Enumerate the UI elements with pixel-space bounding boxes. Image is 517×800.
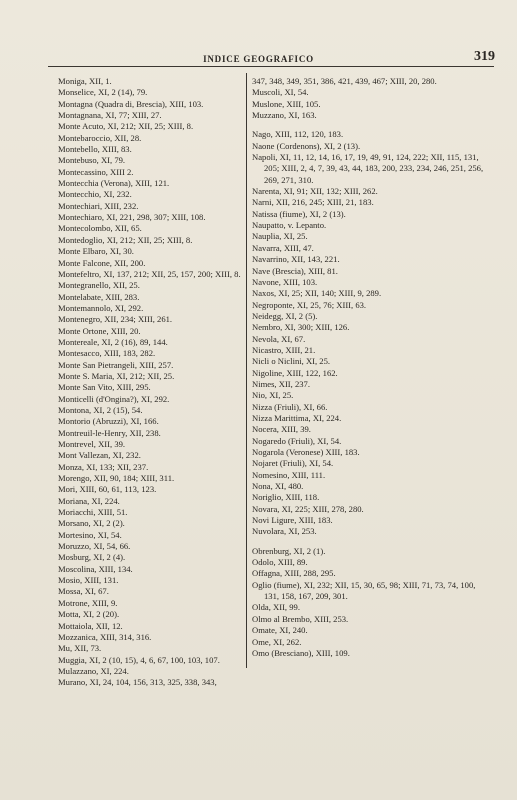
index-entry: Montegranello, XII, 25. [58,280,140,291]
index-entry: Montenegro, XII, 234; XIII, 261. [58,314,173,325]
index-entry: Navarra, XIII, 47. [252,242,314,253]
index-entry: Naone (Cordenons), XI, 2 (13). [252,140,361,151]
index-entry: Montecchio, XI, 232. [58,189,132,200]
index-entry: Mosio, XIII, 131. [58,575,119,586]
index-entry: Mozzanica, XIII, 314, 316. [58,631,152,642]
index-entry: Nuvolara, XI, 253. [252,526,317,537]
index-entry: Naxos, XI, 25; XII, 140; XIII, 9, 289. [252,288,382,299]
index-entry: Murano, XI, 24, 104, 156, 313, 325, 338, 343, [58,677,217,688]
index-entry: Olda, XII, 99. [252,602,300,613]
index-entry: Mossa, XI, 67. [58,586,109,597]
index-entry: Montecolombo, XII, 65. [58,223,142,234]
left-index-column [58,76,242,689]
index-entry: Moscolina, XIII, 134. [58,563,133,574]
index-entry: Nigoline, XIII, 122, 162. [252,367,338,378]
index-entry: Montedoglio, XI, 212; XII, 25; XIII, 8. [58,234,193,245]
index-entry: Oglio (fiume), XI, 232; XII, 15, 30, 65, 98; XIII, 71, 73, 74, 100, 131, 158, 167, 209, 301. [252,579,476,602]
index-entry: Motrone, XIII, 9. [58,597,118,608]
index-entry: Negroponte, XI, 25, 76; XIII, 63. [252,299,367,310]
index-entry: Naupatto, v. Lepanto. [252,220,327,231]
index-entry: Mu, XII, 73. [58,643,102,654]
index-entry: Nogaredo (Friuli), XI, 54. [252,435,342,446]
index-entry: Montagna (Quadra di, Brescia), XIII, 103. [58,98,204,109]
index-entry: Nio, XI, 25. [252,390,294,401]
index-entry: Napoli, XI, 11, 12, 14, 16, 17, 19, 49, 91, 124, 222; XII, 115, 131, 205; XIII, 2, 4, 7, 39, 43, 44, 183, 200, 233, 234, 246, 251, 256, 269, 271, 310. [252,152,484,185]
index-entry: Montorio (Abruzzi), XI, 166. [58,416,159,427]
index-entry: Ome, XI, 262. [252,636,302,647]
index-entry: Nicli o Niclini, XI, 25. [252,356,331,367]
index-entry: Monticelli (d'Ongina?), XI, 292. [58,393,170,404]
index-entry: Mont Vallezan, XI, 232. [58,450,141,461]
index-entry: Moruzzo, XI, 54, 66. [58,541,131,552]
index-entry: Nicastro, XIII, 21. [252,344,316,355]
index-entry: Montebaroccio, XII, 28. [58,132,142,143]
index-entry: Omate, XI, 240. [252,625,308,636]
index-entry: Montreuil-le-Henry, XII, 238. [58,427,161,438]
index-entry: Noriglio, XIII, 118. [252,492,320,503]
index-entry: Muslone, XIII, 105. [252,98,321,109]
index-entry: Moriacchi, XIII, 51. [58,507,128,518]
index-entry: Nogarola (Veronese) XIII, 183. [252,447,360,457]
index-entry: Monte Ortone, XIII, 20. [58,325,141,336]
index-entry: Nauplia, XI, 25. [252,231,308,242]
index-entry: Odolo, XIII, 89. [252,557,308,568]
column-divider [246,73,247,668]
index-entry: Moriana, XI, 224. [58,495,120,506]
index-entry: Neidegg, XI, 2 (5). [252,310,318,321]
index-entry: Montechiaro, XI, 221, 298, 307; XIII, 108. [58,212,206,223]
index-entry: Novi Ligure, XIII, 183. [252,515,333,526]
index-entry: Nimes, XII, 237. [252,378,310,389]
index-entry: Nave (Brescia), XIII, 81. [252,265,338,276]
index-entry: Obrenburg, XI, 2 (1). [252,545,326,556]
index-entry: Mori, XIII, 60, 61, 113, 123. [58,484,157,495]
index-entry: Omo (Bresciano), XIII, 109. [252,647,350,658]
index-entry: Morsano, XI, 2 (2). [58,518,125,529]
index-entry: Montechiari, XIII, 232. [58,200,139,211]
index-entry: Montebello, XIII, 83. [58,144,132,155]
index-entry: Nona, XI, 480. [252,481,304,492]
header-rule [48,66,494,67]
index-entry: Montecassino, XIII 2. [58,166,134,177]
index-entry: Offagna, XIII, 288, 295. [252,568,336,579]
page-number: 319 [474,49,495,64]
index-entry: Montagnana, XI, 77; XIII, 27. [58,110,162,121]
index-entry: Nembro, XI, 300; XIII, 126. [252,322,350,333]
index-entry: Mottaiola, XII, 12. [58,620,123,631]
right-section-o [252,546,492,659]
index-entry: Muzzano, XI, 163. [252,110,317,121]
index-entry: Montecchia (Verona), XIII, 121. [58,178,170,189]
index-entry: Muscoli, XI, 54. [252,87,309,98]
index-entry: Nojaret (Friuli), XI, 54. [252,458,334,469]
right-section-n [252,129,492,537]
index-entry: Nocera, XIII, 39. [252,424,311,435]
index-entry: Nevola, XI, 67. [252,333,306,344]
section-gap [252,121,492,129]
index-entry: Montesacco, XIII, 183, 282. [58,348,156,359]
index-entry: Montrevel, XII, 39. [58,439,126,449]
index-entry: Muggia, XI, 2 (10, 15), 4, 6, 67, 100, 103, 107. [58,654,220,665]
index-entry: Monte San Pietrangeli, XIII, 257. [58,359,174,370]
index-entry: Monte Falcone, XII, 200. [58,257,146,268]
index-entry: Morengo, XII, 90, 184; XIII, 311. [58,473,175,484]
section-gap [252,538,492,546]
index-entry: 347, 348, 349, 351, 386, 421, 439, 467; XIII, 20, 280. [252,76,437,86]
index-entry: Montelabate, XIII, 283. [58,291,140,302]
index-entry: Navone, XIII, 103. [252,276,318,287]
index-entry: Monte San Vito, XIII, 295. [58,382,151,393]
index-entry: Olmo al Brembo, XIII, 253. [252,613,349,624]
index-entry: Montefeltro, XI, 137, 212; XII, 25, 157, 200; XIII, 8. [58,268,241,279]
index-entry: Moniga, XII, 1. [58,76,112,86]
index-entry: Natissa (fiume), XI, 2 (13). [252,208,346,219]
index-entry: Monte S. Maria, XI, 212; XII, 25. [58,370,175,381]
right-index-column [252,76,492,659]
index-entry: Novara, XI, 225; XIII, 278, 280. [252,503,364,514]
index-entry: Nizza Marittima, XI, 224. [252,412,342,423]
index-entry: Mosburg, XI, 2 (4). [58,552,126,563]
index-entry: Montona, XI, 2 (15), 54. [58,404,143,415]
index-entry: Monza, XI, 133; XII, 237. [58,461,149,472]
index-entry: Nago, XIII, 112, 120, 183. [252,129,344,140]
index-entry: Nomesino, XIII, 111. [252,469,326,480]
index-entry: Montebuso, XI, 79. [58,155,126,166]
index-entry: Montereale, XI, 2 (16), 89, 144. [58,336,168,347]
index-entry: Monte Elbaro, XI, 30. [58,246,134,257]
index-entry: Narni, XII, 216, 245; XIII, 21, 183. [252,197,374,208]
index-entry: Motta, XI, 2 (20). [58,609,120,620]
index-entry: Monselice, XI, 2 (14), 79. [58,87,148,98]
running-header: INDICE GEOGRAFICO [203,54,314,64]
index-entry: Narenta, XI, 91; XII, 132; XIII, 262. [252,186,378,197]
index-entry: Navarrino, XII, 143, 221. [252,254,340,265]
index-entry: Monte Acuto, XI, 212; XII, 25; XIII, 8. [58,121,194,132]
index-entry: Mortesino, XI, 54. [58,529,122,540]
index-entry: Nizza (Friuli), XI, 66. [252,401,328,412]
right-section-m [252,76,492,121]
index-entry: Montemannolo, XI, 292. [58,302,144,313]
index-entry: Mulazzano, XI, 224. [58,665,129,676]
